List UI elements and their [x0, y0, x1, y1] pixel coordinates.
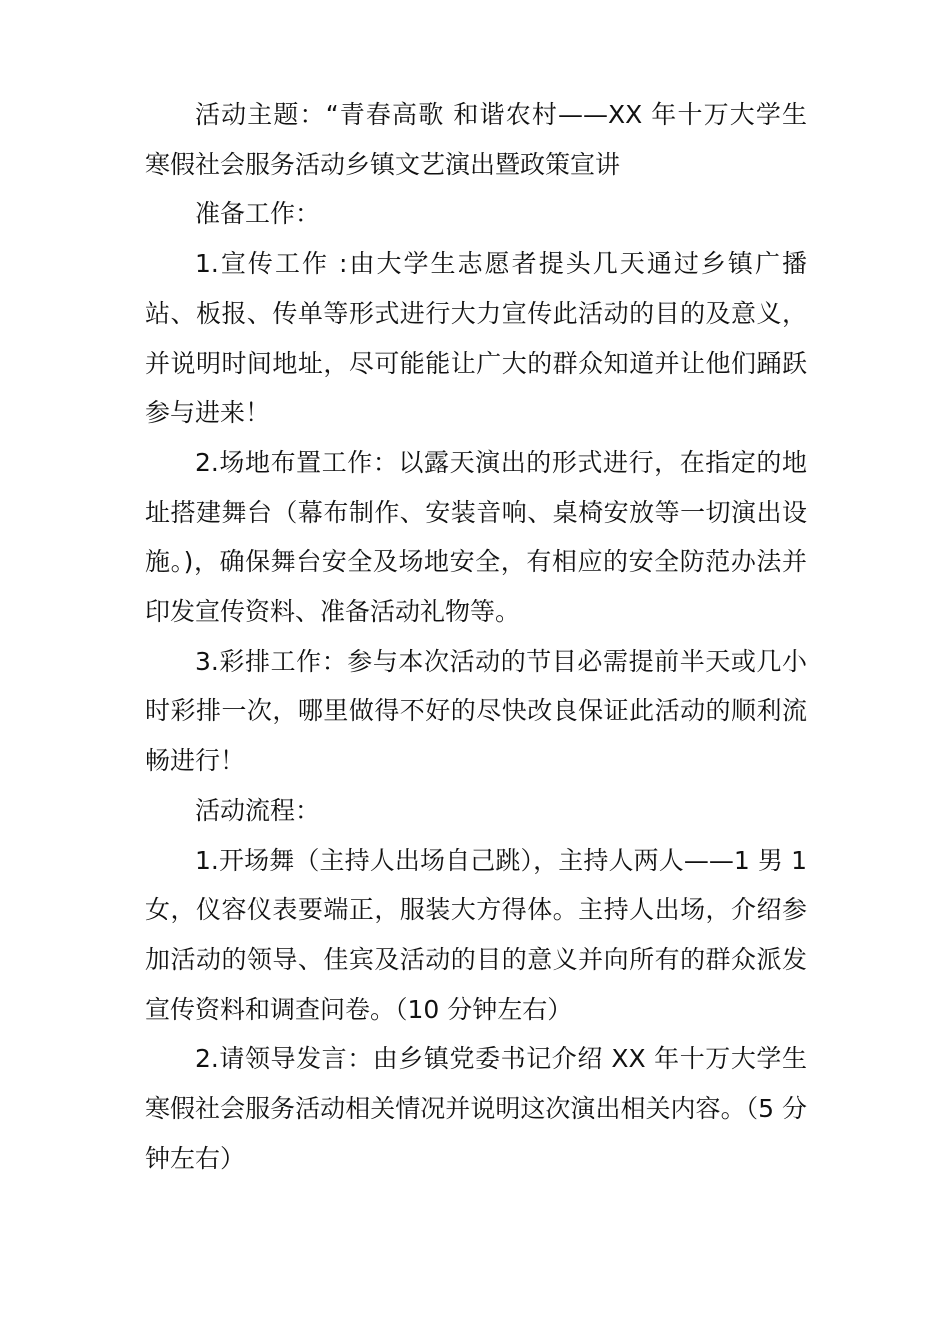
- document-page: [145, 90, 807, 1183]
- venue-setup-paragraph: 2.场地布置工作：以露天演出的形式进行，在指定的地址搭建舞台（幕布制作、安装音响、桌椅安放等一切演出设施。)，确保舞台安全及场地安全，有相应的安全防范办法并印发宣传资料、准备活动礼物等。: [145, 447, 807, 627]
- leader-speech-paragraph: 2.请领导发言：由乡镇党委书记介绍 XX 年十万大学生寒假社会服务活动相关情况并说明这次演出相关内容。（5 分钟左右）: [145, 1044, 807, 1173]
- opening-dance-paragraph: 1.开场舞（主持人出场自己跳），主持人两人——1 男 1 女，仪容仪表要端正，服装大方得体。主持人出场，介绍参加活动的领导、佳宾及活动的目的意义并向所有的群众派发宣传资料和调查问卷。（10 分钟左右）: [145, 845, 807, 1024]
- preparation-heading: 准备工作：: [195, 199, 321, 229]
- activity-process-heading: 活动流程：: [195, 795, 321, 825]
- publicity-work-paragraph: 1.宣传工作 :由大学生志愿者提头几天通过乡镇广播站、板报、传单等形式进行大力宣传此活动的目的及意义，并说明时间地址，尽可能能让广大的群众知道并让他们踊跃参与进来！: [145, 249, 807, 428]
- rehearsal-paragraph: 3.彩排工作：参与本次活动的节目必需提前半天或几小时彩排一次，哪里做得不好的尽快改良保证此活动的顺利流畅进行！: [145, 646, 807, 776]
- activity-theme-paragraph: 活动主题：“青春高歌 和谐农村——XX 年十万大学生寒假社会服务活动乡镇文艺演出暨政策宣讲: [145, 100, 807, 179]
